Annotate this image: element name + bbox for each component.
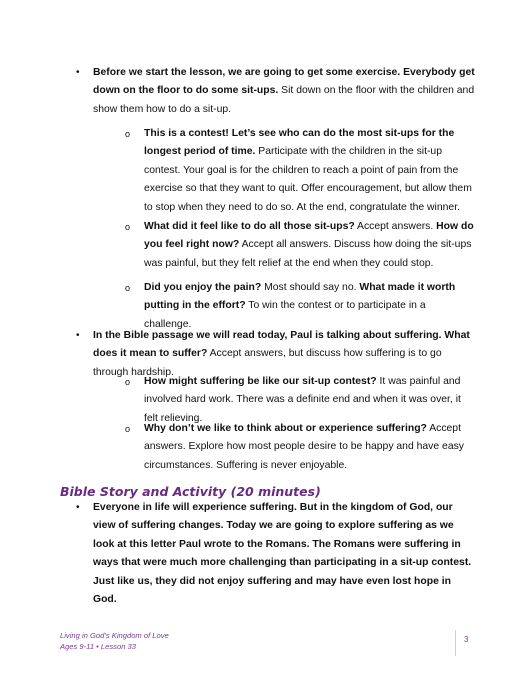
footer xyxy=(60,630,169,652)
sub-item-sit-ups-feel xyxy=(125,218,474,273)
body-text: To win the contest or to participate in a challenge. xyxy=(144,300,426,330)
bold-text: Everyone in life will experience suffering. But in the kingdom of God, our view of suffering changes. Today we are going to explore suffering as we look at this letter Paul wrote to the Romans. The Romans were suffering in ways that were much more challenging than participating in a sit-up contest. Just like us, they did not enjoy suffering and may have even lost hope in God. xyxy=(93,502,472,606)
body-text: Accept answers, but discuss how suffering is to go through hardship. xyxy=(93,348,442,378)
body-text: Accept answers. Explore how most people desire to be happy and have easy circumstances. Suffering is never enjoyable. xyxy=(144,423,464,471)
sub-marker: o xyxy=(125,129,131,139)
bold-text: Why don’t we like to think about or experience suffering? xyxy=(144,423,427,434)
body-text: It was painful and involved hard work. There was a definite end and when it was over, it felt relieving. xyxy=(144,376,461,424)
bullet-marker: • xyxy=(76,67,80,78)
footer-title: Living in God’s Kingdom of Love xyxy=(60,631,169,640)
body-text: Accept answers. xyxy=(354,221,437,232)
sub-item-contest xyxy=(125,125,474,217)
sub-item-enjoy-pain xyxy=(125,279,474,334)
bold-text: In the Bible passage we will read today, Paul is talking about suffering. What does it mean to suffer? xyxy=(93,330,470,360)
bold-text: Did you enjoy the pain? xyxy=(144,282,262,293)
body-text: Participate with the children in the sit-up contest. Your goal is for the children to reach a point of pain from the exercise so that they want to quit. Offer encouragement, but allow them to stop when they need to do so. At the end, congratulate the winner. xyxy=(144,146,472,213)
page-number: 3 xyxy=(464,635,469,644)
sub-marker: o xyxy=(125,377,131,387)
body-text: Accept all answers. Discuss how doing the sit-ups was painful, but they felt relief at the end when they could stop. xyxy=(144,239,472,269)
sub-item-why-dont-we xyxy=(125,420,474,475)
section-heading: Bible Story and Activity (20 minutes) xyxy=(60,484,321,499)
bullet-marker: • xyxy=(76,502,80,513)
sub-marker: o xyxy=(125,222,131,232)
bullet-marker: • xyxy=(76,330,80,341)
footer-divider xyxy=(455,630,456,656)
body-text: Sit down on the floor with the children and show them how to do a sit-up. xyxy=(93,85,475,115)
bullet-item-exercise xyxy=(76,64,475,119)
bold-text: How might suffering be like our sit-up contest? xyxy=(144,376,377,387)
sub-marker: o xyxy=(125,424,131,434)
body-text: Most should say no. xyxy=(261,282,360,293)
sub-marker: o xyxy=(125,283,131,293)
footer-subtitle: Ages 9-11 • Lesson 33 xyxy=(60,642,136,651)
bold-text: Before we start the lesson, we are going to get some exercise. Everybody get down on the floor to do some sit-ups. xyxy=(93,67,475,97)
bold-text: This is a contest! Let’s see who can do the most sit-ups for the longest period of time. xyxy=(144,128,455,158)
bold-text: What made it worth putting in the effort? xyxy=(144,282,456,312)
bold-text: What did it feel like to do all those sit-ups? xyxy=(144,221,355,232)
bullet-item-everyone xyxy=(76,499,475,609)
bold-text: How do you feel right now? xyxy=(144,221,474,251)
